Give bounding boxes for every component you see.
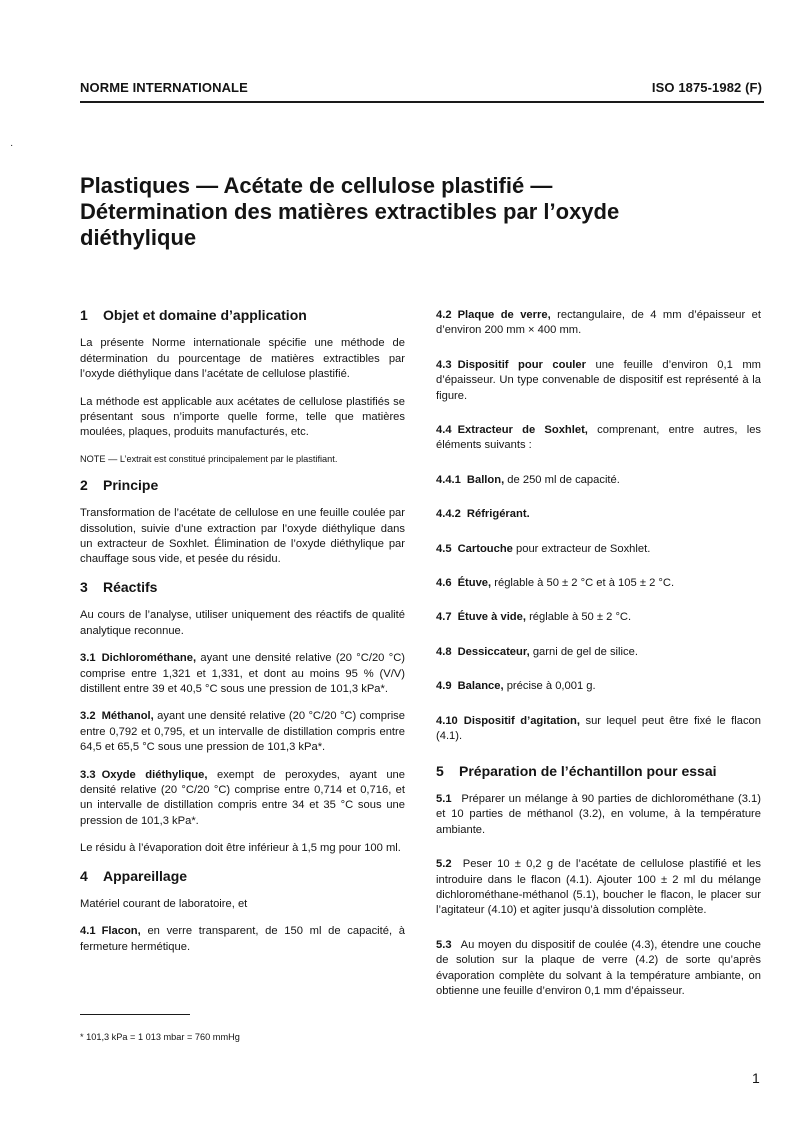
item-4-4-2: 4.4.2 Réfrigérant. bbox=[436, 508, 530, 521]
item-5-2: 5.2 Peser 10 ± 0,2 g de l’acétate de cellulose plastifié et les introduire dans le flacon (4.1). Ajouter 100 ± 2 ml du mélange dichlorométhane-méthanol (5.1), boucher le flacon, le placer sur l’agitateur (4.10) et agiter jusqu’à dissolution complète. bbox=[436, 858, 761, 917]
header-rule bbox=[80, 101, 764, 103]
document-title bbox=[80, 173, 740, 251]
section-1-note: NOTE — L’extrait est constitué principalement par le plastifiant. bbox=[80, 453, 338, 464]
section-3-residue: Le résidu à l’évaporation doit être inférieur à 1,5 mg pour 100 ml. bbox=[80, 842, 401, 855]
title-line-2: Détermination des matières extractibles par l’oxyde bbox=[80, 199, 620, 224]
section-3-intro: Au cours de l’analyse, utiliser uniquement des réactifs de qualité analytique reconnue. bbox=[80, 609, 405, 637]
item-4-2: 4.2 Plaque de verre, rectangulaire, de 4 mm d’épaisseur et d’environ 200 mm × 400 mm. bbox=[436, 309, 762, 337]
item-3-2: 3.2 Méthanol, ayant une densité relative (20 °C/20 °C) comprise entre 0,792 et 0,795, et un intervalle de distillation compris entre 64,5 et 65,5 °C sous une pression de 101,3 kPa*. bbox=[80, 710, 405, 754]
item-4-4: 4.4 Extracteur de Soxhlet, comprenant, entre autres, les éléments suivants : bbox=[436, 424, 762, 452]
item-4-4-1: 4.4.1 Ballon, de 250 ml de capacité. bbox=[436, 473, 620, 486]
footnote: * 101,3 kPa = 1 013 mbar = 760 mmHg bbox=[80, 1032, 240, 1042]
section-1-paragraph-2: La méthode est applicable aux acétates de cellulose plastifiés se présentant sous n’importe quelle forme, telle que matières moulées, plaques, produits manufacturés, etc. bbox=[80, 395, 405, 439]
item-3-3: 3.3 Oxyde diéthylique, exempt de peroxydes, ayant une densité relative (20 °C/20 °C) comprise entre 0,714 et 0,716, et un intervalle de distillation compris entre 34 et 35 °C sous une pression de 101,3 kPa*. bbox=[80, 768, 405, 827]
section-4-intro: Matériel courant de laboratoire, et bbox=[80, 897, 248, 910]
item-5-3: 5.3 Au moyen du dispositif de coulée (4.3), étendre une couche de solution sur la plaque de verre (4.2) de sorte qu’après évaporation complète du solvant à la température ambiante, on obtienne une feuille d’environ 0,1 mm d’épaisseur. bbox=[436, 938, 761, 997]
item-3-1: 3.1 Dichlorométhane, ayant une densité relative (20 °C/20 °C) comprise entre 1,321 et 1,331, et dont au moins 95 % (V/V) distillent entre 39 et 40,5 °C sous une pression de 101,3 kPa*. bbox=[80, 652, 405, 695]
item-4-7: 4.7 Étuve à vide, réglable à 50 ± 2 °C. bbox=[436, 611, 632, 624]
item-4-10: 4.10 Dispositif d’agitation, sur lequel peut être fixé le flacon (4.1). bbox=[436, 714, 762, 743]
item-4-6: 4.6 Étuve, réglable à 50 ± 2 °C et à 105 ± 2 °C. bbox=[436, 577, 675, 590]
scan-speck: · bbox=[10, 140, 14, 151]
left-column bbox=[80, 308, 405, 967]
title-line-3: diéthylique bbox=[80, 225, 197, 250]
right-column bbox=[436, 308, 761, 1018]
header-standard-number: ISO 1875-1982 (F) bbox=[651, 80, 762, 95]
item-4-8: 4.8 Dessiccateur, garni de gel de silice. bbox=[436, 645, 638, 658]
page-number: 1 bbox=[752, 1070, 760, 1086]
item-4-5: 4.5 Cartouche pour extracteur de Soxhlet. bbox=[436, 542, 651, 555]
section-1-heading: 1 Objet et domaine d’application bbox=[80, 307, 307, 323]
item-4-9: 4.9 Balance, précise à 0,001 g. bbox=[436, 680, 596, 693]
header-standard-type: NORME INTERNATIONALE bbox=[80, 80, 248, 95]
section-4-heading: 4 Appareillage bbox=[80, 867, 188, 884]
title-line-1: Plastiques — Acétate de cellulose plastifié — bbox=[80, 173, 553, 198]
item-5-1: 5.1 Préparer un mélange à 90 parties de dichlorométhane (3.1) et 10 parties de méthanol (3.2), en volume, à la température ambiante. bbox=[436, 792, 761, 836]
footnote-rule bbox=[80, 1014, 190, 1015]
section-3-heading: 3 Réactifs bbox=[80, 578, 158, 595]
section-2-paragraph: Transformation de l’acétate de cellulose en une feuille coulée par dissolution, suivie d’une extraction par l’oxyde diéthylique dans un extracteur de Soxhlet. Élimination de l’oxyde diéthylique par chauffage sous vide, et pesée du résidu. bbox=[80, 507, 405, 566]
item-4-3: 4.3 Dispositif pour couler une feuille d’environ 0,1 mm d’épaisseur. Un type convenable de dispositif est représenté à la figure. bbox=[436, 358, 761, 402]
section-5-heading: 5 Préparation de l’échantillon pour essai bbox=[436, 762, 717, 779]
item-4-1: 4.1 Flacon, en verre transparent, de 150 ml de capacité, à fermeture hermétique. bbox=[80, 925, 406, 953]
section-1-paragraph-1: La présente Norme internationale spécifie une méthode de détermination du pourcentage de matières extractibles par l’oxyde diéthylique dans l’acétate de cellulose plastifié. bbox=[80, 337, 405, 381]
section-2-heading: 2 Principe bbox=[80, 476, 159, 493]
